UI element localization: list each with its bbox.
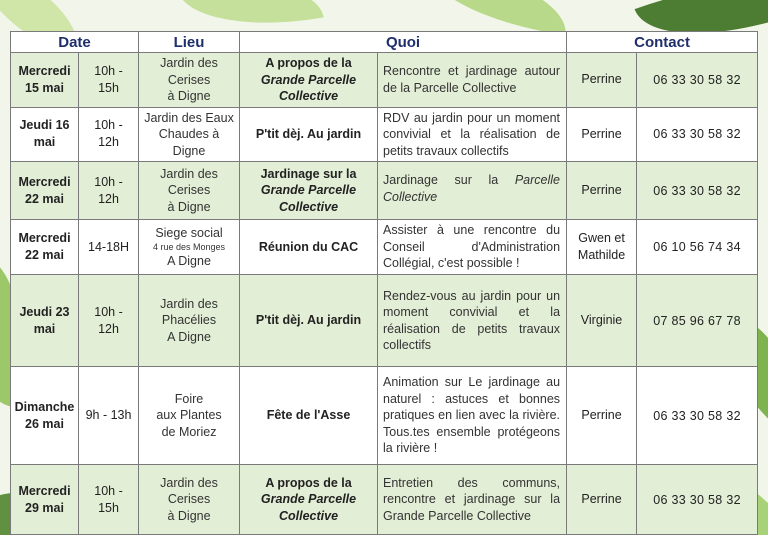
event-description: Rencontre et jardinage autour de la Parcelle Collective [378, 53, 567, 108]
event-day: Mercredi 22 mai [11, 162, 79, 220]
event-title: Jardinage sur la Grande Parcelle Collective [240, 162, 378, 220]
event-description: Entretien des communs, rencontre et jardinage sur la Grande Parcelle Collective [378, 465, 567, 535]
header-date: Date [11, 32, 139, 53]
event-hours: 10h - 15h [79, 53, 139, 108]
table-header-row [11, 32, 758, 53]
table-row [11, 107, 758, 162]
event-place: Siege social 4 rue des Monges A Digne [139, 220, 240, 275]
leaf-decoration [417, 0, 573, 35]
event-hours: 10h - 15h [79, 465, 139, 535]
event-day: Mercredi 22 mai [11, 220, 79, 275]
event-place: Jardin des Eaux Chaudes à Digne [139, 107, 240, 162]
header-lieu: Lieu [139, 32, 240, 53]
contact-name: Perrine [567, 367, 637, 465]
header-contact: Contact [567, 32, 758, 53]
event-hours: 10h - 12h [79, 107, 139, 162]
event-place: Jardin des Cerises à Digne [139, 465, 240, 535]
table-row [11, 275, 758, 367]
event-title: A propos de la Grande Parcelle Collective [240, 465, 378, 535]
event-description: Assister à une rencontre du Conseil d'Administration Collégial, c'est possible ! [378, 220, 567, 275]
event-day: Dimanche 26 mai [11, 367, 79, 465]
table-row [11, 53, 758, 108]
contact-name: Perrine [567, 107, 637, 162]
contact-name: Virginie [567, 275, 637, 367]
table-row [11, 465, 758, 535]
contact-name: Perrine [567, 465, 637, 535]
event-title: P'tit dèj. Au jardin [240, 275, 378, 367]
event-title: Fête de l'Asse [240, 367, 378, 465]
event-place: Jardin des Phacélies A Digne [139, 275, 240, 367]
event-day: Jeudi 16 mai [11, 107, 79, 162]
contact-phone: 06 33 30 58 32 [637, 53, 758, 108]
table-row [11, 367, 758, 465]
event-hours: 10h - 12h [79, 162, 139, 220]
contact-phone: 06 33 30 58 32 [637, 465, 758, 535]
table-row [11, 162, 758, 220]
event-hours: 9h - 13h [79, 367, 139, 465]
event-description: Rendez-vous au jardin pour un moment convivial et la réalisation de petits travaux collectifs [378, 275, 567, 367]
event-day: Mercredi 15 mai [11, 53, 79, 108]
contact-phone: 06 33 30 58 32 [637, 107, 758, 162]
event-hours: 14-18H [79, 220, 139, 275]
event-description: Animation sur Le jardinage au naturel : astuces et bonnes pratiques en lien avec la rivière. Tous.tes ensemble protégeons la rivière ! [378, 367, 567, 465]
event-place: Jardin des Cerises à Digne [139, 162, 240, 220]
event-description: RDV au jardin pour un moment convivial et la réalisation de petits travaux collectifs [378, 107, 567, 162]
contact-phone: 07 85 96 67 78 [637, 275, 758, 367]
contact-name: Gwen et Mathilde [567, 220, 637, 275]
event-day: Jeudi 23 mai [11, 275, 79, 367]
event-day: Mercredi 29 mai [11, 465, 79, 535]
event-place: Foire aux Plantes de Moriez [139, 367, 240, 465]
contact-phone: 06 10 56 74 34 [637, 220, 758, 275]
event-title: P'tit dèj. Au jardin [240, 107, 378, 162]
event-title: Réunion du CAC [240, 220, 378, 275]
events-table [10, 31, 758, 535]
event-place: Jardin des Cerises à Digne [139, 53, 240, 108]
contact-name: Perrine [567, 162, 637, 220]
event-description: Jardinage sur la Parcelle Collective [378, 162, 567, 220]
table-row [11, 220, 758, 275]
event-title: A propos de la Grande Parcelle Collective [240, 53, 378, 108]
header-quoi: Quoi [240, 32, 567, 53]
contact-name: Perrine [567, 53, 637, 108]
event-hours: 10h - 12h [79, 275, 139, 367]
contact-phone: 06 33 30 58 32 [637, 162, 758, 220]
contact-phone: 06 33 30 58 32 [637, 367, 758, 465]
